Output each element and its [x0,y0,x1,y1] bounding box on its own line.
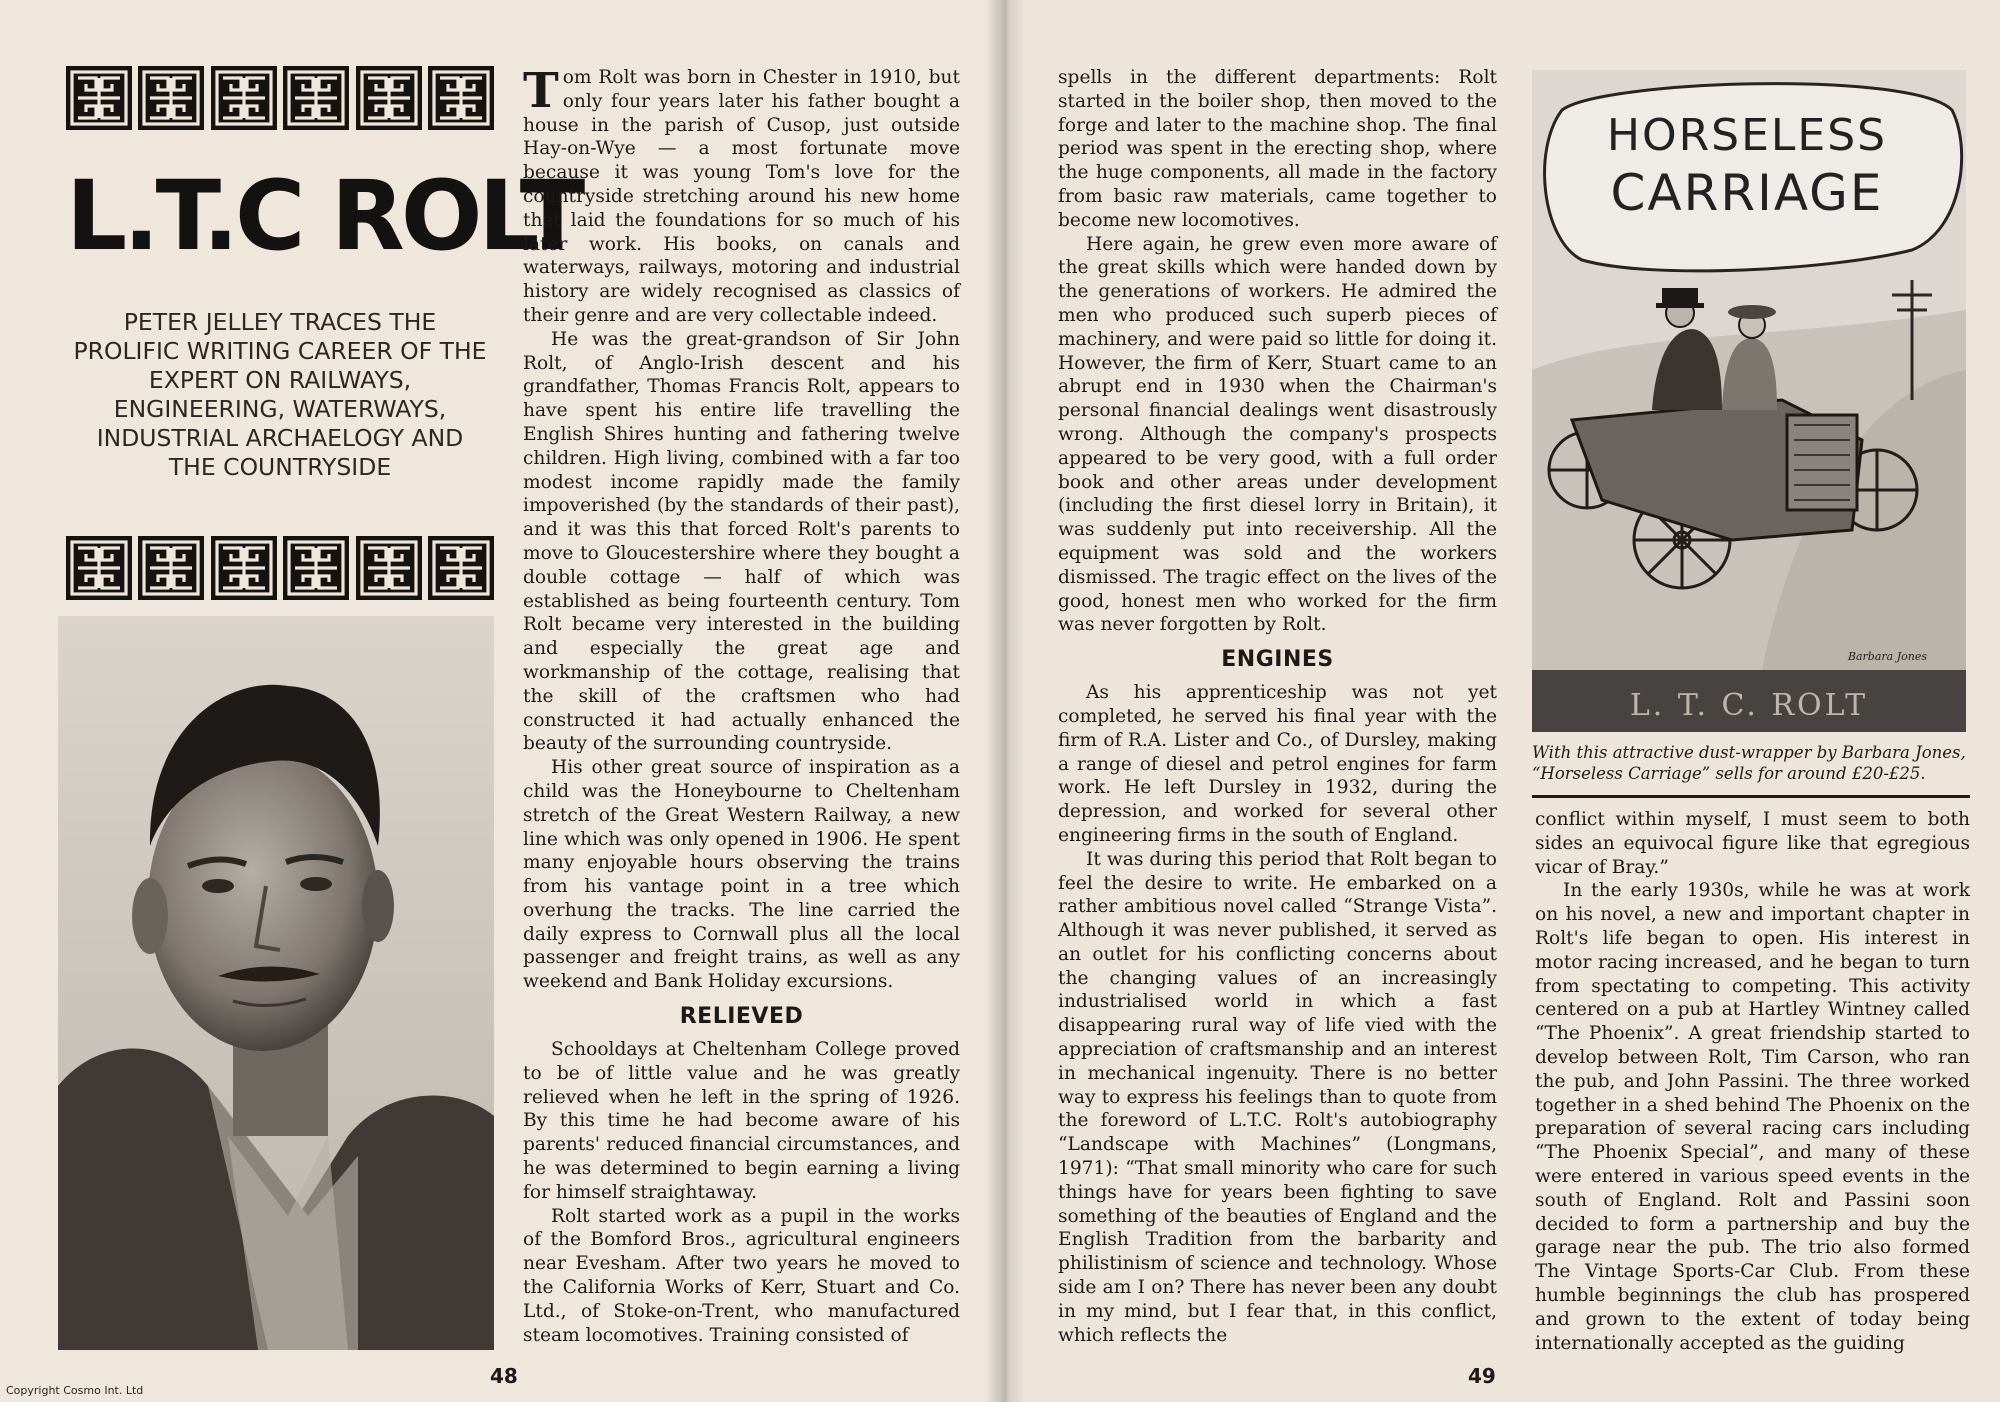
paragraph: Here again, he grew even more aware of the great skills which were handed down by the generations of workers. He admired the men who produced such superb pieces of machinery, and were paid so little for doing it. However, the firm of Kerr, Stuart came to an abrupt end in 1930 when the Chairman's personal financial dealings went disastrously wrong. Although the company's prospects appeared to be very good, with a full order book and other areas under development (including the first diesel lorry in Britain), it was suddenly put into receivership. All the equipment was sold and the workers dismissed. The tragic effect on the lives of the good, honest men who worked for the firm was never forgotten by Rolt. [1058,233,1497,636]
caption-divider [1532,795,1970,798]
cover-artist-signature: Barbara Jones [1847,650,1927,663]
article-standfirst: PETER JELLEY TRACES THE PROLIFIC WRITING CAREER OF THE EXPERT ON RAILWAYS, ENGINEERING, WATERWAYS, INDUSTRIAL ARCHAELOGY AND THE COUNTRYSIDE [73,308,487,481]
page-number-left: 48 [490,1364,518,1388]
copyright-notice: Copyright Cosmo Int. Ltd [6,1384,144,1397]
paragraph: It was during this period that Rolt began to feel the desire to write. He embarked on a rather ambitious novel called “Strange Vista”. Although it was never published, it served as an outlet for his conflicting concerns about the changing values of an increasingly industrialised world in which a fast disappearing rural way of life vied with the appreciation of craftsmanship and an interest in mechanical ingenuity. There is no better way to express his feelings than to quote from the foreword of L.T.C. Rolt's autobiography “Landscape with Machines” (Longmans, 1971): “That small minority who care for such things have for years been fighting to save something of the beauties of England and the English Tradition from the barbarity and philistinism of science and technology. Whose side am I on? There has never been any doubt in my mind, but I fear that, in this conflict, which reflects the [1058,848,1497,1346]
fret-pattern-icon [138,66,204,130]
fret-pattern-icon [138,536,204,600]
fret-pattern-icon [283,536,349,600]
page-number-right: 49 [1468,1364,1496,1388]
author-portrait-photo [58,616,494,1350]
subheading-relieved: RELIEVED [679,1004,804,1030]
fret-pattern-icon [356,536,422,600]
paragraph: Tom Rolt was born in Chester in 1910, but only four years later his father bought a house in the parish of Cusop, just outside Hay-on-Wye — a most fortunate move because it was young Tom's love for the countryside stretching around his new home that laid the foundations for so much of his later work. His books, on canals and waterways, railways, motoring and industrial history are widely recognised as classics of their genre and are very collectable indeed. [523,63,960,326]
fret-pattern-icon [356,66,422,130]
paragraph: Rolt started work as a pupil in the works of the Bomford Bros., agricultural engineers near Evesham. After two years he moved to the California Works of Kerr, Stuart and Co. Ltd., of Stoke-on-Trent, who manufactured steam locomotives. Training consisted of [523,1205,960,1346]
paragraph: spells in the different departments: Rolt started in the boiler shop, then moved to the forge and later to the machine shop. The final period was spent in the erecting shop, where the huge components, all made in the factory from basic raw materials, came together to become new locomotives. [1058,67,1497,231]
fret-pattern-icon [211,66,277,130]
drop-cap: T [523,63,559,119]
article-column-1 [523,63,960,1347]
cover-title-line-2: CARRIAGE [1610,164,1884,222]
fret-pattern-icon [211,536,277,600]
article-column-2 [1058,66,1497,1347]
fret-pattern-icon [66,536,132,600]
subheading-engines: ENGINES [1221,647,1334,673]
paragraph: Schooldays at Cheltenham College proved to be of little value and he was greatly relieved when he left in the spring of 1926. By this time he had become aware of his parents' reduced financial circumstances, and he was determined to begin earning a living for himself straightaway. [523,1039,960,1203]
paragraph: In the early 1930s, while he was at work on his novel, a new and important chapter in Rolt's life began to open. His interest in motor racing increased, and he began to turn from spectating to competing. This activity centered on a pub at Hartley Wintney called “The Phoenix”. A great friendship started to develop between Rolt, Tim Carson, who ran the pub, and John Passini. The three worked together in a shed behind The Phoenix on the preparation of several racing cars including “The Phoenix Special”, and many of these were entered in various speed events in the south of England. Rolt and Passini soon decided to form a partnership and buy the garage near the pub. The trio also formed The Vintage Sports-Car Club. From these humble beginnings the club has prospered and grown to the extent of today being internationally accepted as the guiding [1535,880,1970,1354]
fret-pattern-icon [428,536,494,600]
article-column-3 [1535,808,1970,1355]
cover-caption: With this attractive dust-wrapper by Barbara Jones, “Horseless Carriage” sells for around £20-£25. [1532,743,1966,783]
paragraph: As his apprenticeship was not yet completed, he served his final year with the firm of R.A. Lister and Co., of Dursley, making a range of diesel and petrol engines for farm work. He left Dursley in 1932, during the depression, and worked for several other engineering firms in the south of England. [1058,682,1497,846]
cover-title-line-1: HORSELESS [1606,110,1888,161]
greek-key-border-top [66,66,494,130]
fret-pattern-icon [66,66,132,130]
paragraph: He was the great-grandson of Sir John Rolt, of Anglo-Irish descent and his grandfather, Thomas Francis Rolt, appears to have spent his entire life travelling the English Shires hunting and fathering twelve children. High living, combined with a far too modest income rapidly made the family impoverished (by the standards of their past), and it was this that forced Rolt's parents to move to Gloucestershire where they bought a double cottage — half of which was established as being fourteenth century. Tom Rolt became very interested in the building and especially the great age and workmanship of the cottage, realising that the skill of the craftsmen who had constructed it had actually enhanced the beauty of the surrounding countryside. [523,328,960,755]
cover-author: L. T. C. ROLT [1629,688,1869,723]
paragraph: His other great source of inspiration as a child was the Honeybourne to Cheltenham stretch of the Great Western Railway, a new line which was only opened in 1906. He spent many enjoyable hours observing the trains from his vantage point in a tree which overhung the tracks. The line carried the daily express to Cornwall plus all the local passenger and freight trains, as well as any weekend and Bank Holiday excursions. [523,757,960,993]
book-cover-horseless-carriage [1532,70,1966,732]
page-gutter [985,0,1025,1402]
greek-key-border-bottom [66,536,494,600]
paragraph: conflict within myself, I must seem to both sides an equivocal figure like that egregious vicar of Bray.” [1535,809,1970,878]
fret-pattern-icon [428,66,494,130]
article-headline: L.T.C ROLT [66,160,582,272]
fret-pattern-icon [283,66,349,130]
